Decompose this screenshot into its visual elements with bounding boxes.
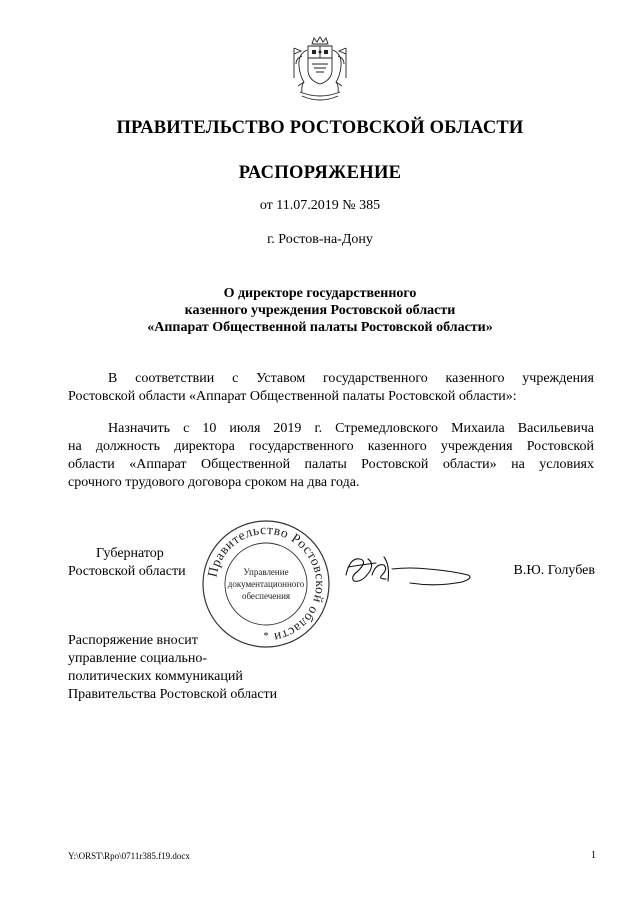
submitted-by-line: Распоряжение вносит	[68, 633, 198, 648]
signatory-post-line: Губернатор	[96, 546, 164, 561]
paragraph-line: области «Аппарат Общественной палаты Ростовской области» на условиях	[68, 457, 594, 472]
document-subject	[0, 285, 640, 336]
seal-inner-line: документационного	[227, 579, 305, 589]
government-title: ПРАВИТЕЛЬСТВО РОСТОВСКОЙ ОБЛАСТИ	[116, 118, 524, 138]
seal-inner-line: Управление	[243, 567, 289, 577]
preamble-paragraph	[68, 370, 594, 406]
page-number: 1	[591, 850, 596, 861]
signatory-post-line: Ростовской области	[68, 564, 186, 579]
order-paragraph	[68, 420, 594, 492]
submitted-by-line: политических коммуникаций	[68, 669, 243, 684]
paragraph-line: срочного трудового договора сроком на два года.	[68, 475, 360, 490]
paragraph-line: Ростовской области «Аппарат Общественной палаты Ростовской области»:	[68, 389, 517, 404]
subject-line: «Аппарат Общественной палаты Ростовской области»	[147, 320, 493, 335]
submitted-by-note	[68, 632, 277, 704]
signatory-name: В.Ю. Голубев	[513, 563, 595, 578]
signature-icon	[340, 545, 478, 590]
document-date-number: от 11.07.2019 № 385	[259, 198, 381, 213]
footer-file-path: Y:\ORST\Rpo\0711r385.f19.docx	[68, 851, 190, 861]
seal-inner-line: обеспечения	[241, 591, 291, 601]
svg-text:*: *	[263, 631, 269, 642]
subject-line: О директоре государственного	[223, 286, 417, 301]
document-type: РАСПОРЯЖЕНИЕ	[238, 163, 402, 183]
paragraph-line: Назначить с 10 июля 2019 г. Стремедловского Михаила Васильевича	[108, 421, 594, 436]
official-seal	[200, 518, 332, 650]
document-city: г. Ростов-на-Дону	[267, 232, 373, 247]
signatory-post	[68, 545, 186, 581]
submitted-by-line: управление социально-	[68, 651, 208, 666]
submitted-by-line: Правительства Ростовской области	[68, 687, 278, 702]
subject-line: казенного учреждения Ростовской области	[184, 303, 456, 318]
paragraph-line: на должность директора государственного казенного учреждения Ростовской	[68, 439, 594, 454]
coat-of-arms-icon	[290, 36, 350, 108]
seal-ring-text: Правительство Ростовской области	[204, 521, 329, 646]
paragraph-line: В соответствии с Уставом государственного казенного учреждения	[108, 371, 594, 386]
